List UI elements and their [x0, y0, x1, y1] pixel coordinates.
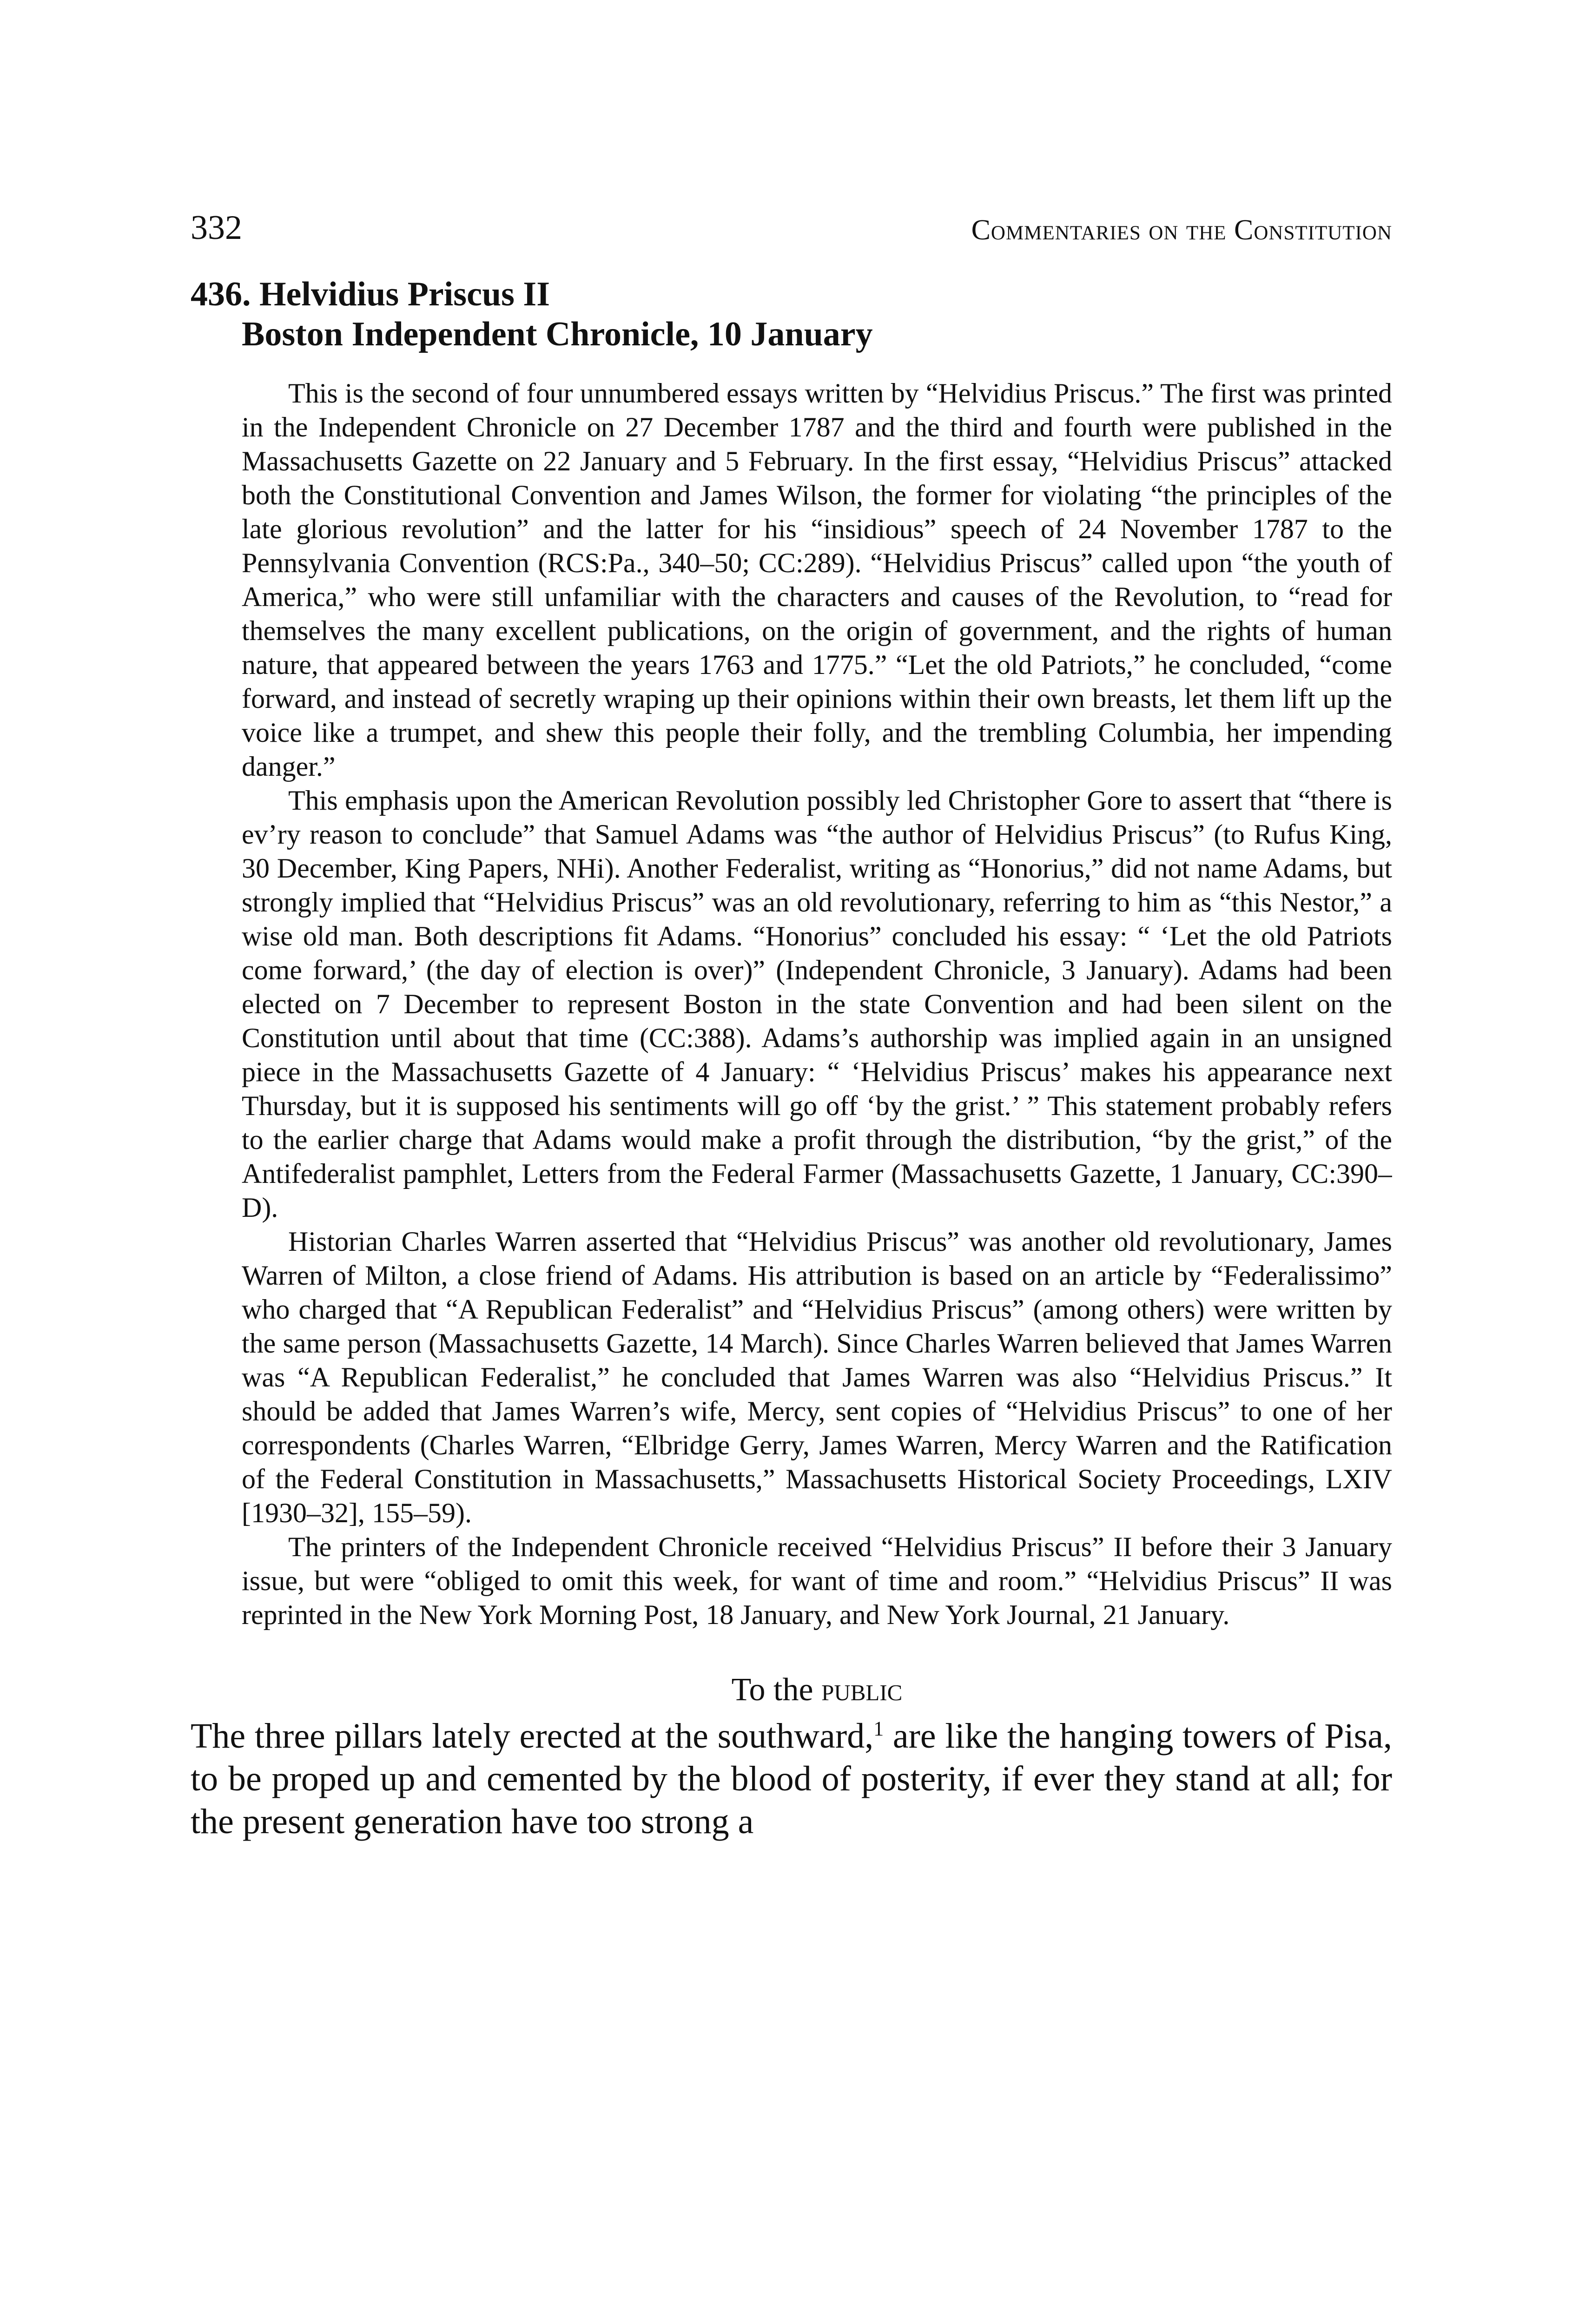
- headnote-paragraph-4: The printers of the Independent Chronicle received “Helvidius Priscus” II before their 3 January issue, but were “obliged to omit this week, for want of time and room.” “Helvidius Priscus” II was reprinted in the New York Morning Post, 18 January, and New York Journal, 21 January.: [242, 1532, 1392, 1630]
- address-to-the: To the: [731, 1672, 813, 1708]
- essay-text: [191, 1715, 1392, 1843]
- headnote-paragraph-2: This emphasis upon the American Revolution possibly led Christopher Gore to assert that “there is ev’ry reason to conclude” that Samuel Adams was “the author of Helvidius Priscus” (to Rufus King, 30 December, King Papers, NHi). Another Federalist, writing as “Honorius,” did not name Adams, but strongly implied that “Helvidius Priscus” was an old revolutionary, referring to him as “this Nestor,” a wise old man. Both descriptions fit Adams. “Honorius” concluded his essay: “ ‘Let the old Patriots come forward,’ (the day of election is over)” (Independent Chronicle, 3 January). Adams had been elected on 7 December to represent Boston in the state Convention and had been silent on the Constitution until about that time (CC:388). Adams’s authorship was implied again in an unsigned piece in the Massachusetts Gazette of 4 January: “ ‘Helvidius Priscus’ makes his appearance next Thursday, but it is supposed his sentiments will go off ‘by the grist.’ ” This statement probably refers to the earlier charge that Adams would make a profit through the distribution, “by the grist,” of the Antifederalist pamphlet, Letters from the Federal Farmer (Massachusetts Gazette, 1 January, CC:390–D).: [242, 785, 1392, 1223]
- headnote-paragraph-3: Historian Charles Warren asserted that “Helvidius Priscus” was another old revolutionary, James Warren of Milton, a close friend of Adams. His attribution is based on an article by “Federalissimo” who charged that “A Republican Federalist” and “Helvidius Priscus” (among others) were written by the same person (Massachusetts Gazette, 14 March). Since Charles Warren believed that James Warren was “A Republican Federalist,” he concluded that James Warren was also “Helvidius Priscus.” It should be added that James Warren’s wife, Mercy, sent copies of “Helvidius Priscus” to one of her correspondents (Charles Warren, “Elbridge Gerry, James Warren, Mercy Warren and the Ratification of the Federal Constitution in Massachusetts,” Massachusetts Historical Society Proceedings, LXIV [1930–32], 155–59).: [242, 1226, 1392, 1528]
- headnote-paragraph-1: This is the second of four unnumbered essays written by “Helvidius Priscus.” The first was printed in the Independent Chronicle on 27 December 1787 and the third and fourth were published in the Massachusetts Gazette on 22 January and 5 February. In the first essay, “Helvidius Priscus” attacked both the Constitutional Convention and James Wilson, the former for violating “the principles of the late glorious revolution” and the latter for his “insidious” speech of 24 November 1787 to the Pennsylvania Convention (RCS:Pa., 340–50; CC:289). “Helvidius Priscus” called upon “the youth of America,” who were still unfamiliar with the characters and causes of the Revolution, to “read for themselves the many excellent publications, on the origin of government, and the rights of human nature, that appeared between the years 1763 and 1775.” “Let the old Patriots,” he concluded, “come forward, and instead of secretly wraping up their opinions within their own breasts, let them lift up the voice like a trumpet, and shew this people their folly, and the trembling Columbia, her impending danger.”: [242, 378, 1392, 782]
- running-head: [191, 205, 1392, 256]
- document-source-date: Boston Independent Chronicle, 10 January: [242, 315, 873, 353]
- document-page: [191, 205, 1392, 2324]
- page-number: 332: [191, 209, 242, 247]
- essay-text-start: The three pillars lately erected at the southward,: [191, 1717, 874, 1756]
- essay-address: [191, 1669, 1392, 1711]
- editorial-headnote: [191, 376, 1392, 1632]
- essay-text-continued: are like the hanging towers of Pisa, to be proped up and cemented by the blood of posterity, if ever they stand at all; for the present generation have too strong a: [191, 1717, 1392, 1841]
- running-title: Commentaries on the Constitution: [971, 214, 1392, 246]
- document-heading: [191, 274, 1392, 354]
- address-public: public: [821, 1672, 903, 1708]
- document-number-title: 436. Helvidius Priscus II: [191, 275, 550, 313]
- footnote-reference: 1: [873, 1717, 884, 1740]
